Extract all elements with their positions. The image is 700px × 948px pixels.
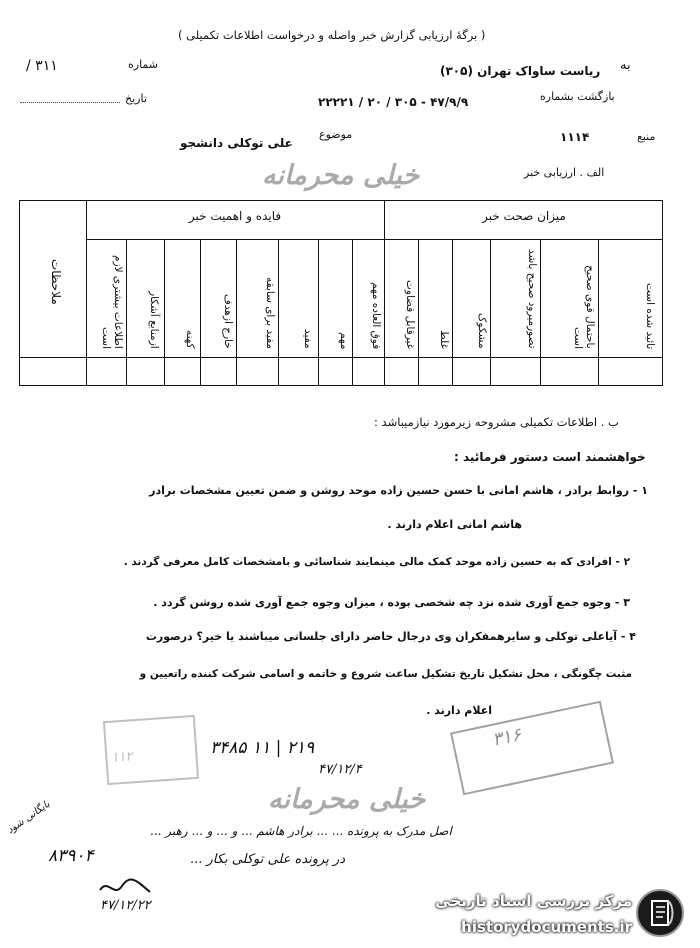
col-unjudgeable: غیرقابل قضاوت [404, 279, 416, 349]
file-stamp-box [103, 715, 199, 785]
col-off-target: خارج ازهدف [222, 294, 234, 349]
confidential-stamp-bottom: خیلی محرمانه [268, 784, 426, 815]
col-old: کهنه [184, 330, 196, 349]
col-useful-record: مفید برای سابقه [264, 276, 276, 349]
evaluation-label: الف . ارزیابی خبر [524, 166, 605, 179]
date-dots [20, 102, 120, 103]
date-label: تاریخ [125, 92, 147, 105]
number-label: شماره [128, 58, 159, 71]
col-important: مهم [338, 331, 350, 349]
handwritten-file-number: ۸۳۹۰۴ [48, 846, 94, 866]
request-line-4: ۴ - آیاعلی توکلی و سایرهمفکران وی درجال حاضر دارای جلساتی میباشند یا خیر؟ درصورت [145, 630, 636, 643]
col-more-info: اطلاعات بیشتری لازم است [100, 255, 124, 349]
col-confirmed: تائید شده است [644, 282, 656, 349]
request-line-1b: هاشم امانی اعلام دارند . [387, 518, 522, 531]
col-false: غلط [438, 330, 450, 349]
handwritten-note-2: در پرونده علی توکلی بکار ... [190, 852, 346, 867]
confidential-stamp-top: خیلی محرمانه [262, 160, 420, 191]
handwritten-date: ۴۷/۱۲/۴ [318, 762, 362, 777]
signature-scribble [96, 876, 156, 900]
to-label: به [620, 58, 631, 73]
request-line-2: ۲ - افرادی که به حسین زاده موحد کمک مالی مینمایند شناسائی و بامشخصات کامل معرفی گردند . [123, 556, 630, 568]
ref-value: ۴۷/۹/۹ - ۳۰۵ / ۲۰ / ۲۲۲۲۱ [318, 95, 469, 109]
section-b-intro: خواهشمند است دستور فرمائید : [454, 450, 646, 464]
subject-label: موضوع [319, 128, 353, 141]
col-doubtful: مشکوک [476, 313, 488, 349]
handwritten-side-note: بایگانی شود [5, 798, 53, 837]
evaluation-table [19, 200, 663, 386]
request-line-1: ۱ - روابط برادر ، هاشم امانی با حسن حسین زاده موحد روشن و ضمن تعیین مشخصات برادر [149, 484, 648, 497]
col-likely-true: باحتمال قوی صحیح است [572, 265, 596, 349]
handwritten-number: ۲۱۹ | ۱۱ ۳۴۸۵ [210, 738, 315, 758]
col-useful: مفید [302, 329, 314, 349]
section-b-heading: ب . اطلاعات تکمیلی مشروحه زیرمورد نیازمیباشد : [374, 415, 619, 429]
handwritten-note-1: اصل مدرک به پرونده ... ... برادر هاشم ... و ... و ... رهبر ... [150, 824, 452, 838]
request-line-4b: مثبت چگونگی ، محل تشکیل تاریخ تشکیل ساعت شروع و خاتمه و اسامی شرکت کننده راتعیین و [139, 668, 632, 680]
ref-label: بازگشت بشماره [540, 90, 615, 103]
left-box-number: ۱۱۲ [110, 749, 133, 766]
archive-logo [414, 886, 684, 944]
archive-url: historydocuments.ir [461, 918, 632, 936]
source-label: منبع [637, 130, 656, 143]
col-possibly-true: تصورمیرود صحیح باشد [526, 249, 538, 349]
to-value: ریاست ساواک تهران (۳۰۵) [440, 64, 601, 78]
subject-value: علی توکلی دانشجو [180, 136, 293, 150]
source-value: ۱۱۱۴ [560, 130, 590, 144]
group-accuracy-label: میزان صحت خبر [482, 209, 566, 223]
group-benefit-label: فایده و اهمیت خبر [188, 209, 282, 223]
archive-emblem-icon [636, 889, 684, 937]
form-title: ( برگهٔ ارزیابی گزارش خبر واصله و درخواست اطلاعات تکمیلی ) [178, 28, 486, 42]
handwritten-bottom-date: ۴۷/۱۲/۲۲ [100, 898, 151, 913]
archive-name: مرکز بررسی اسناد تاریخی [435, 892, 632, 910]
col-very-important: فوق العاده مهم [370, 281, 382, 349]
request-line-3: ۳ - وجوه جمع آوری شده نزد چه شخصی بوده ، میزان وجوه جمع آوری شده روشن گردد . [153, 596, 630, 609]
request-line-4c: اعلام دارند . [426, 704, 492, 717]
col-open-sources: ازمنابع آشکار [148, 291, 160, 349]
remarks-header: ملاحظات [49, 259, 63, 305]
stamp-number: ۳۱۶ [490, 724, 524, 751]
number-value: ۳۱۱ / [26, 58, 58, 74]
